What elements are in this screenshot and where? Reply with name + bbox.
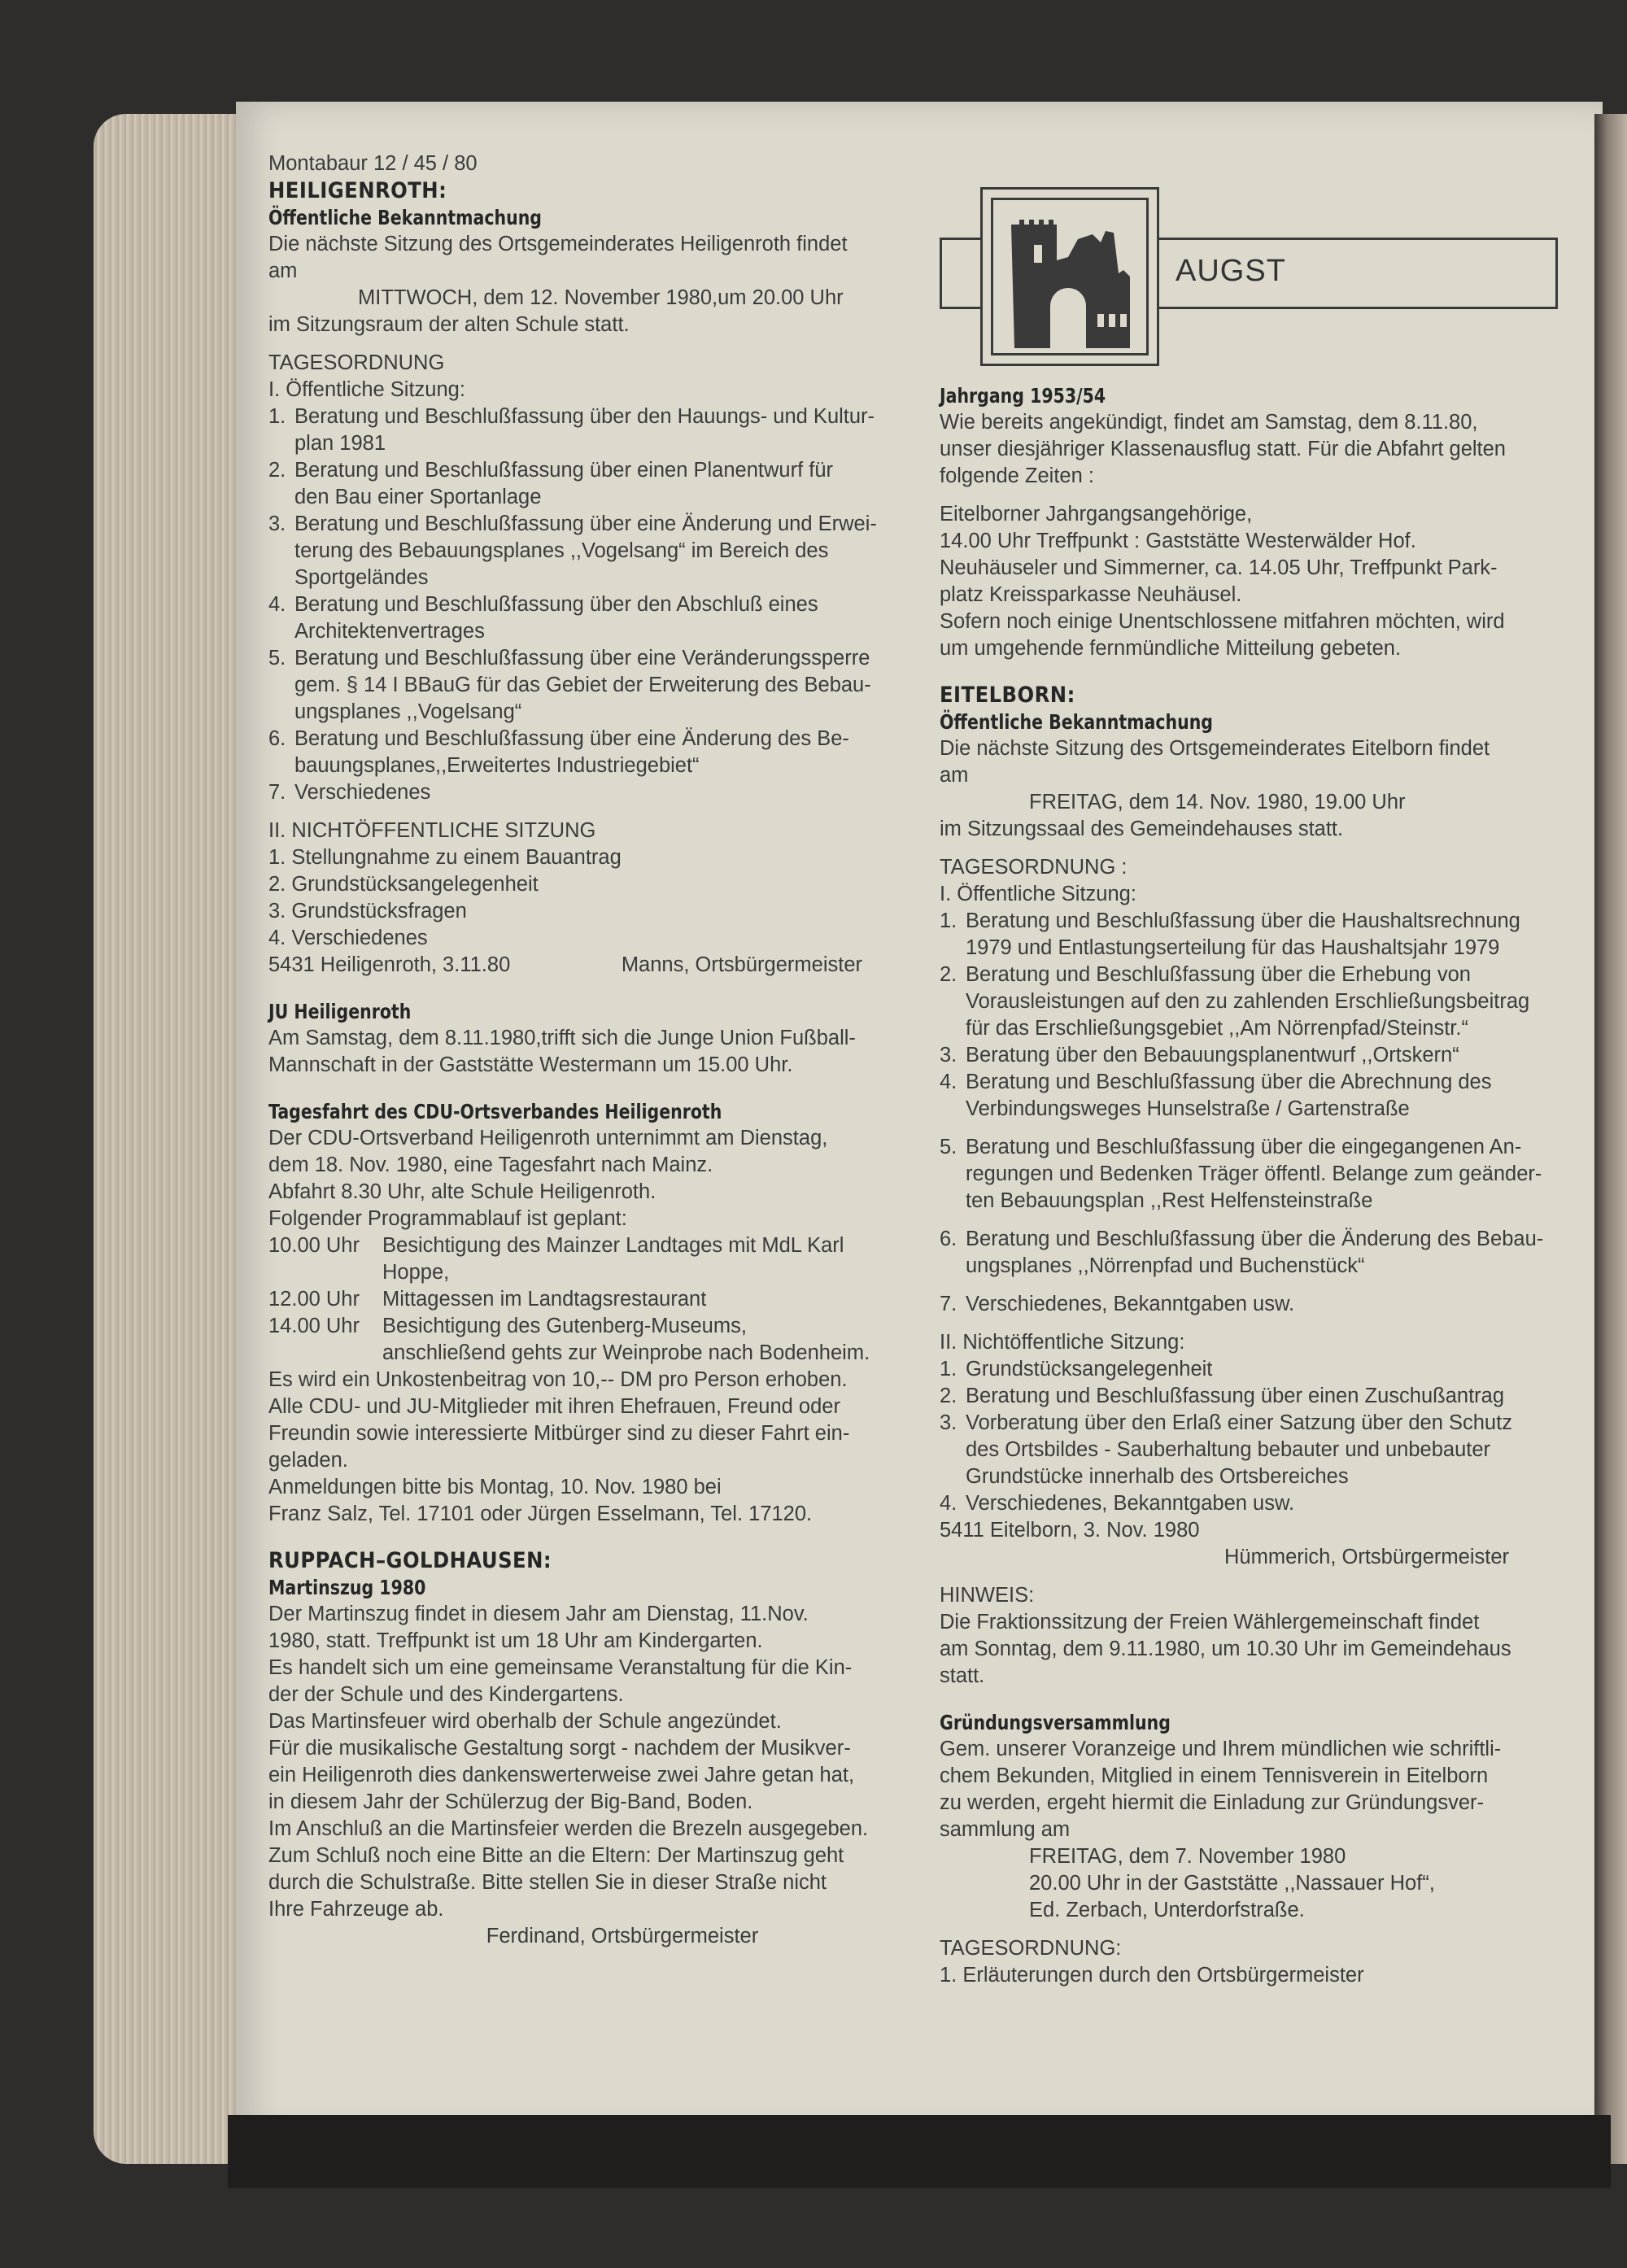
list-item: 2. Beratung und Beschlußfassung über einen Planentwurf für den Bau einer Sportanlage xyxy=(268,459,834,508)
signature-place: 5411 Eitelborn, 3. Nov. 1980 xyxy=(940,1519,1200,1542)
list-item: 4. Beratung und Beschlußfassung über den Abschluß eines Architektenvertrages xyxy=(268,593,818,643)
public-session-heading: I. Öffentliche Sitzung: xyxy=(940,883,1136,905)
list-item: 5. Beratung und Beschlußfassung über die eingegangenen An- regungen und Bedenken Träger öffentl. Belange zum geänder- ten Bebauungsplan ,,Rest Helfensteinstraße xyxy=(940,1136,1542,1212)
nonpublic-session-heading: II. NICHTÖFFENTLICHE SITZUNG xyxy=(268,819,596,842)
agenda-heading: TAGESORDNUNG : xyxy=(940,856,1128,879)
list-item: 1. Beratung und Beschlußfassung über den Hauungs- und Kultur- plan 1981 xyxy=(268,405,875,455)
text-line: Abfahrt 8.30 Uhr, alte Schule Heiligenroth. xyxy=(268,1180,656,1203)
text-line: Für die musikalische Gestaltung sorgt - nachdem der Musikver- xyxy=(268,1737,851,1760)
signature-line: 5431 Heiligenroth, 3.11.80 Manns, Ortsbürgermeister xyxy=(268,953,862,976)
text-line: zu werden, ergeht hiermit die Einladung zur Gründungsver- xyxy=(940,1791,1485,1814)
issue-number: Montabaur 12 / 45 / 80 xyxy=(268,152,478,175)
text-line: Freundin sowie interessierte Mitbürger sind zu dieser Fahrt ein- xyxy=(268,1422,850,1445)
ruppach-heading: RUPPACH–GOLDHAUSEN: xyxy=(268,1548,552,1573)
logo-box xyxy=(980,187,1159,366)
text-line: 1980, statt. Treffpunkt ist um 18 Uhr am Kindergarten. xyxy=(268,1629,763,1652)
list-item: 3. Grundstücksfragen xyxy=(268,900,467,922)
background-bottom xyxy=(228,2115,1611,2188)
public-notice-heading: Öffentliche Bekanntmachung xyxy=(940,710,1213,734)
text-line: FREITAG, dem 7. November 1980 xyxy=(1029,1845,1346,1868)
text-line: Es wird ein Unkostenbeitrag von 10,-- DM pro Person erhoben. xyxy=(268,1368,848,1391)
text-line: anschließend gehts zur Weinprobe nach Bodenheim. xyxy=(382,1341,870,1364)
left-column xyxy=(268,150,895,1950)
list-item: 2. Beratung und Beschlußfassung über einen Zuschußantrag xyxy=(940,1385,1505,1407)
text-line: Sofern noch einige Unentschlossene mitfahren möchten, wird xyxy=(940,610,1505,633)
text-line: Es handelt sich um eine gemeinsame Veranstaltung für die Kin- xyxy=(268,1656,853,1679)
meeting-date: FREITAG, dem 14. Nov. 1980, 19.00 Uhr xyxy=(1029,791,1406,813)
list-item: 3. Vorberatung über den Erlaß einer Satzung über den Schutz des Ortsbildes - Sauberhaltung bebauter und unbebauter Grundstücke innerhalb des Ortsbereiches xyxy=(940,1411,1512,1488)
list-item: 4. Verschiedenes, Bekanntgaben usw. xyxy=(940,1492,1295,1515)
list-item: 5. Beratung und Beschlußfassung über eine Veränderungssperre gem. § 14 I BBauG für das Gebiet der Erweiterung des Bebau- ungsplanes ,,Vogelsang“ xyxy=(268,647,871,723)
list-item: 4. Beratung und Beschlußfassung über die Abrechnung des Verbindungsweges Hunselstraße / Gartenstraße xyxy=(940,1071,1492,1120)
text-line: Der Martinszug findet in diesem Jahr am Dienstag, 11.Nov. xyxy=(268,1603,809,1625)
text-line: 14.00 Uhr Treffpunkt : Gaststätte Westerwälder Hof. xyxy=(940,530,1416,552)
text-line: Das Martinsfeuer wird oberhalb der Schule angezündet. xyxy=(268,1710,782,1733)
list-item: 3. Beratung über den Bebauungsplanentwurf ,,Ortskern“ xyxy=(940,1044,1459,1066)
list-item: 4. Verschiedenes xyxy=(268,927,428,949)
text-line: Wie bereits angekündigt, findet am Samstag, dem 8.11.80, xyxy=(940,411,1478,434)
list-item: 6. Beratung und Beschlußfassung über eine Änderung des Be- bauungsplanes,,Erweitertes Industriegebiet“ xyxy=(268,727,849,777)
text-line: in diesem Jahr der Schülerzug der Big-Band, Boden. xyxy=(268,1790,753,1813)
text-line: dem 18. Nov. 1980, eine Tagesfahrt nach Mainz. xyxy=(268,1154,713,1176)
meeting-date: MITTWOCH, dem 12. November 1980,um 20.00 Uhr xyxy=(358,286,844,309)
text-line: 20.00 Uhr in der Gaststätte ,,Nassauer Hof“, xyxy=(1029,1872,1435,1895)
jahrgang-heading: Jahrgang 1953/54 xyxy=(940,384,1106,408)
text-line: unser diesjähriger Klassenausflug statt. Für die Abfahrt gelten xyxy=(940,438,1506,460)
text-line: Anmeldungen bitte bis Montag, 10. Nov. 1980 bei xyxy=(268,1476,722,1498)
martinszug-heading: Martinszug 1980 xyxy=(268,1576,426,1599)
logo-text: AUGST xyxy=(1176,254,1286,288)
text-line: Gem. unserer Voranzeige und Ihrem mündlichen wie schriftli- xyxy=(940,1738,1502,1760)
text-line: der der Schule und des Kindergartens. xyxy=(268,1683,624,1706)
text-line: sammlung am xyxy=(940,1818,1071,1841)
agenda-heading: TAGESORDNUNG: xyxy=(940,1937,1122,1960)
castle-ruin-icon xyxy=(993,200,1146,353)
agenda-heading: TAGESORDNUNG xyxy=(268,351,445,374)
cdu-trip-heading: Tagesfahrt des CDU-Ortsverbandes Heiligenroth xyxy=(268,1100,722,1123)
text-line: Ed. Zerbach, Unterdorfstraße. xyxy=(1029,1899,1305,1921)
schedule-row: 12.00 Uhr Mittagessen im Landtagsrestaurant xyxy=(268,1288,707,1311)
intro-line: Die nächste Sitzung des Ortsgemeinderates Eitelborn findet xyxy=(940,737,1490,760)
eitelborn-heading: EITELBORN: xyxy=(940,683,1075,708)
hint-heading: HINWEIS: xyxy=(940,1584,1035,1607)
text-line: Mannschaft in der Gaststätte Westermann um 15.00 Uhr. xyxy=(268,1053,793,1076)
text-line: Am Samstag, dem 8.11.1980,trifft sich die Junge Union Fußball- xyxy=(268,1027,856,1049)
augst-logo xyxy=(940,187,1558,366)
public-session-heading: I. Öffentliche Sitzung: xyxy=(268,378,465,401)
meeting-place: im Sitzungssaal des Gemeindehauses statt. xyxy=(940,818,1344,840)
founding-meeting-heading: Gründungsversammlung xyxy=(940,1711,1171,1734)
text-line: Die Fraktionssitzung der Freien Wählergemeinschaft findet xyxy=(940,1611,1480,1633)
text-line: chem Bekunden, Mitglied in einem Tennisverein in Eitelborn xyxy=(940,1764,1489,1787)
nonpublic-session-heading: II. Nichtöffentliche Sitzung: xyxy=(940,1331,1185,1354)
text-line: Der CDU-Ortsverband Heiligenroth unternimmt am Dienstag, xyxy=(268,1127,828,1149)
list-item: 3. Beratung und Beschlußfassung über eine Änderung und Erwei- terung des Bebauungsplanes ,,Vogelsang“ im Bereich des Sportgeländes xyxy=(268,512,877,589)
schedule-row: 14.00 Uhr Besichtigung des Gutenberg-Museums, xyxy=(268,1315,747,1337)
list-item: 1. Stellungnahme zu einem Bauantrag xyxy=(268,846,622,869)
text-line: Neuhäuseler und Simmerner, ca. 14.05 Uhr, Treffpunkt Park- xyxy=(940,556,1498,579)
text-line: Ihre Fahrzeuge ab. xyxy=(268,1898,444,1921)
list-item: 7. Verschiedenes, Bekanntgaben usw. xyxy=(940,1293,1295,1315)
meeting-place: im Sitzungsraum der alten Schule statt. xyxy=(268,313,630,336)
heiligenroth-heading: HEILIGENROTH: xyxy=(268,178,447,203)
text-line: Alle CDU- und JU-Mitglieder mit ihren Ehefrauen, Freund oder xyxy=(268,1395,840,1418)
text-line: Eitelborner Jahrgangsangehörige, xyxy=(940,503,1253,526)
next-page-edge xyxy=(1594,114,1627,2164)
text-line: Franz Salz, Tel. 17101 oder Jürgen Esselmann, Tel. 17120. xyxy=(268,1503,813,1525)
right-column xyxy=(940,382,1558,1989)
text-line: Im Anschluß an die Martinsfeier werden die Brezeln ausgegeben. xyxy=(268,1817,869,1840)
signature-line: Ferdinand, Ortsbürgermeister xyxy=(486,1925,759,1947)
text-line: statt. xyxy=(940,1664,985,1687)
text-line: ein Heiligenroth dies dankenswerterweise zwei Jahre getan hat, xyxy=(268,1764,855,1786)
ju-heading: JU Heiligenroth xyxy=(268,1000,412,1023)
list-item: 6. Beratung und Beschlußfassung über die Änderung des Bebau- ungsplanes ,,Nörrenpfad und Buchenstück“ xyxy=(940,1228,1544,1277)
text-line: am Sonntag, dem 9.11.1980, um 10.30 Uhr im Gemeindehaus xyxy=(940,1638,1511,1660)
list-item: 7. Verschiedenes xyxy=(268,781,431,804)
text-line: folgende Zeiten : xyxy=(940,465,1094,487)
text-line: Hoppe, xyxy=(382,1261,450,1284)
intro-line: Die nächste Sitzung des Ortsgemeinderates Heiligenroth findet xyxy=(268,233,848,255)
list-item: 1. Grundstücksangelegenheit xyxy=(940,1358,1213,1380)
list-item: 2. Beratung und Beschlußfassung über die Erhebung von Vorausleistungen auf den zu zahlenden Erschließungsbeitrag für das Erschließungsgebiet ,,Am Nörrenpfad/Steinstr.“ xyxy=(940,963,1530,1040)
text-line: platz Kreissparkasse Neuhäusel. xyxy=(940,583,1242,606)
text-line: durch die Schulstraße. Bitte stellen Sie in dieser Straße nicht xyxy=(268,1871,827,1894)
schedule-row: 10.00 Uhr Besichtigung des Mainzer Landtages mit MdL Karl xyxy=(268,1234,844,1257)
list-item: 1. Beratung und Beschlußfassung über die Haushaltsrechnung 1979 und Entlastungserteilung für das Haushaltsjahr 1979 xyxy=(940,909,1520,959)
intro-line: am xyxy=(268,260,298,282)
text-line: Folgender Programmablauf ist geplant: xyxy=(268,1207,627,1230)
list-item: 2. Grundstücksangelegenheit xyxy=(268,873,539,896)
book-page-edges xyxy=(94,114,248,2164)
text-line: um umgehende fernmündliche Mitteilung gebeten. xyxy=(940,637,1402,660)
public-notice-heading: Öffentliche Bekanntmachung xyxy=(268,206,542,229)
list-item: 1. Erläuterungen durch den Ortsbürgermeister xyxy=(940,1964,1364,1987)
text-line: Zum Schluß noch eine Bitte an die Eltern: Der Martinszug geht xyxy=(268,1844,844,1867)
signature-name: Hümmerich, Ortsbürgermeister xyxy=(1224,1546,1509,1568)
text-line: geladen. xyxy=(268,1449,348,1472)
intro-line: am xyxy=(940,764,969,787)
